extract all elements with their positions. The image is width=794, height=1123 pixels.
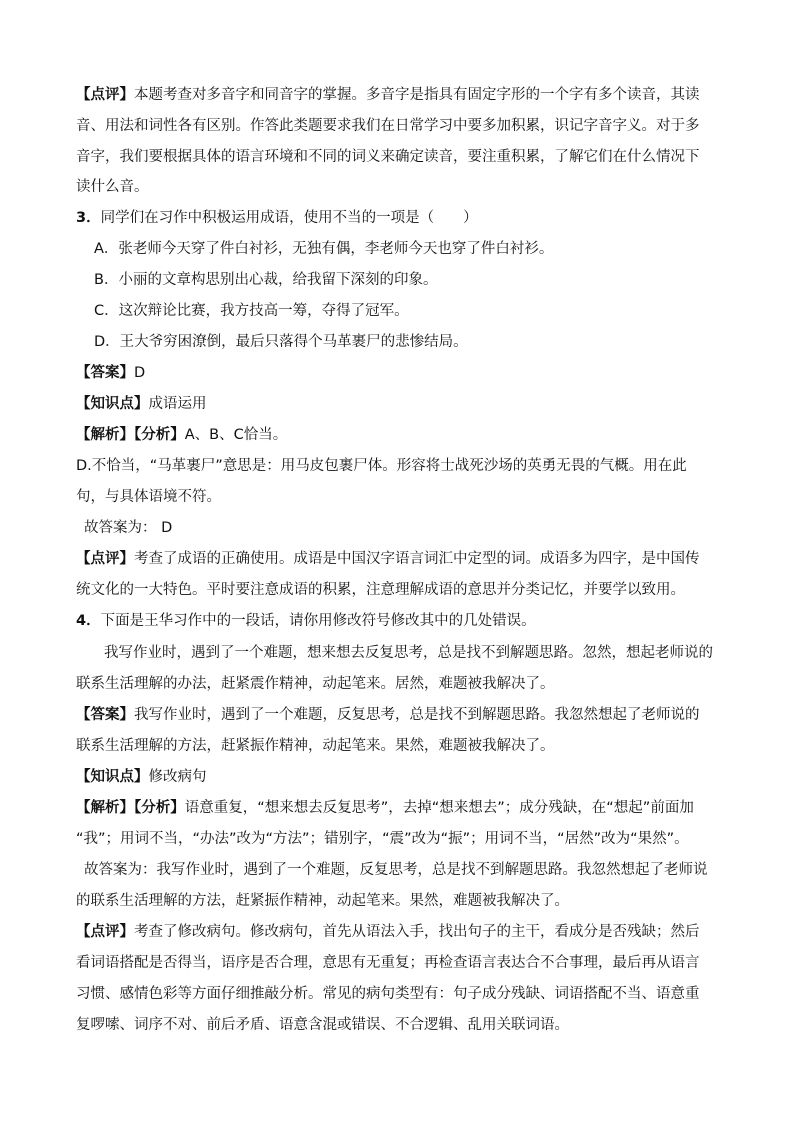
knowledge-line: 【知识点】成语运用 <box>76 396 207 412</box>
review-line: 【点评】本题考查对多音字和同音字的掌握。多音字是指具有固定字形的一个字有多个读音，其读 <box>76 87 700 103</box>
passage-line: 我写作业时，遇到了一个难题，想来想去反复思考，总是找不到解题思路。忽然，想起老师说的 <box>104 645 713 661</box>
analysis-line: “我”；用词不当，“办法”改为“方法”；错别字，“震”改为“振”；用词不当，“居然”改为“果然”。 <box>76 831 689 847</box>
review-tag: 【点评】 <box>76 551 134 567</box>
question-number: 4． <box>76 613 101 629</box>
knowledge-tag: 【知识点】 <box>76 769 149 785</box>
review-line: 音、用法和词性各有区别。作答此类题要求我们在日常学习中要多加积累，识记字音字义。对于多 <box>76 118 700 134</box>
question-number: 3． <box>76 210 101 226</box>
option-d: D．王大爷穷困潦倒，最后只落得个马革裹尸的悲惨结局。 <box>94 334 468 350</box>
option-a: A．张老师今天穿了件白衬衫，无独有偶，李老师今天也穿了件白衬衫。 <box>94 241 554 257</box>
final-answer: 的联系生活理解的方法，赶紧振作精神，动起笔来。果然，难题被我解决了。 <box>76 893 569 909</box>
knowledge-line: 【知识点】修改病句 <box>76 769 207 785</box>
review-line: 【点评】考查了修改病句。修改病句，首先从语法入手，找出句子的主干，看成分是否残缺；然后 <box>76 924 700 940</box>
question-4-stem: 4．下面是王华习作中的一段话，请你用修改符号修改其中的几处错误。 <box>76 613 536 629</box>
answer-tag: 【答案】 <box>76 707 134 723</box>
analysis-tag: 【解析】【分析】 <box>76 800 185 816</box>
answer-tag: 【答案】 <box>76 365 134 381</box>
answer-line: 【答案】D <box>76 365 146 381</box>
analysis-line: D.不恰当，“马革裹尸”意思是：用马皮包裹尸体。形容将士战死沙场的英勇无畏的气概。用在此 <box>76 458 687 474</box>
final-answer: 故答案为： D <box>84 520 173 536</box>
analysis-tag: 【解析】【分析】 <box>76 427 185 443</box>
review-line: 【点评】考查了成语的正确使用。成语是中国汉字语言词汇中定型的词。成语多为四字，是中国传 <box>76 551 700 567</box>
option-c: C．这次辩论比赛，我方技高一筹，夺得了冠军。 <box>94 303 409 319</box>
review-line: 复啰嗦、词序不对、前后矛盾、语意含混或错误、不合逻辑、乱用关联词语。 <box>76 1017 569 1033</box>
review-line: 习惯、感情色彩等方面仔细推敲分析。常见的病句类型有：句子成分残缺、词语搭配不当、语意重 <box>76 986 700 1002</box>
review-tag: 【点评】 <box>76 87 134 103</box>
passage-line: 联系生活理解的办法，赶紧震作精神，动起笔来。居然，难题被我解决了。 <box>76 676 555 692</box>
answer-line: 联系生活理解的方法，赶紧振作精神，动起笔来。果然，难题被我解决了。 <box>76 738 555 754</box>
review-line: 统文化的一大特色。平时要注意成语的积累，注意理解成语的意思并分类记忆，并要学以致用。 <box>76 582 685 598</box>
analysis-line: 【解析】【分析】A、B、C恰当。 <box>76 427 288 443</box>
answer-line: 【答案】我写作业时，遇到了一个难题，反复思考，总是找不到解题思路。我忽然想起了老师说的 <box>76 707 700 723</box>
option-b: B．小丽的文章构思别出心裁，给我留下深刻的印象。 <box>94 272 438 288</box>
review-line: 音字，我们要根据具体的语言环境和不同的词义来确定读音，要注重积累，了解它们在什么情况下 <box>76 149 700 165</box>
review-line: 读什么音。 <box>76 179 149 195</box>
question-3-stem: 3．同学们在习作中积极运用成语，使用不当的一项是（ ） <box>76 210 478 226</box>
analysis-line: 【解析】【分析】语意重复，“想来想去反复思考”，去掉“想来想去”；成分残缺，在“想起”前面加 <box>76 800 694 816</box>
review-tag: 【点评】 <box>76 924 134 940</box>
final-answer: 故答案为：我写作业时，遇到了一个难题，反复思考，总是找不到解题思路。我忽然想起了老师说 <box>84 862 708 878</box>
review-line: 看词语搭配是否得当，语序是否合理，意思有无重复；再检查语言表达合不合事理，最后再从语言 <box>76 955 700 971</box>
analysis-line: 句，与具体语境不符。 <box>76 489 221 505</box>
knowledge-tag: 【知识点】 <box>76 396 149 412</box>
